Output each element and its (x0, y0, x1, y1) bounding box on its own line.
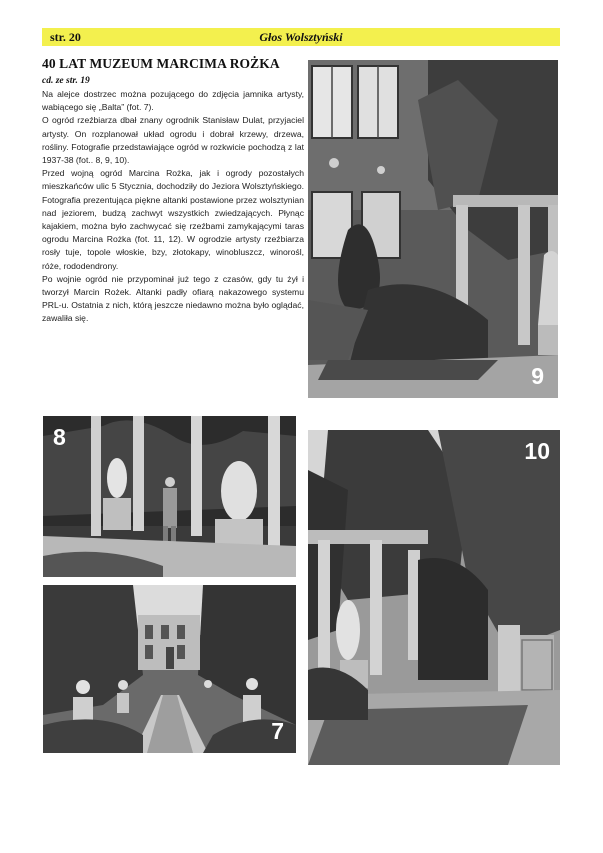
photo-7-number: 7 (271, 718, 284, 744)
page-number: str. 20 (50, 29, 81, 44)
paragraph-4: Po wojnie ogród nie przypominał już tego z czasów, gdy tu żył i tworzył Marcin Rożek. Altanki padły ofiarą nakazowego systemu PRL-u. Ostatnia z nich, którą jeszcze niedawno można było oglądać, zawaliła się. (42, 273, 304, 324)
paragraph-1: Na alejce dostrzec można pozującego do zdjęcia jamnika artysty, wabiącego się „Balta” (fot. 7). (42, 89, 304, 113)
photo-10 (308, 430, 560, 765)
photo-10-image (308, 430, 560, 765)
photo-7-image (43, 585, 296, 753)
article-title: 40 LAT MUZEUM MARCIMA ROŻKA (42, 56, 280, 71)
paragraph-2: O ogród rzeźbiarza dbał znany ogrodnik Stanisław Dulat, przyjaciel artysty. On rozplanował układ ogrodu i dobrał krzewy, drzewa, rośliny. Fotografie przedstawiające ogród w rozkwicie pochodzą z lat 1937-38 (fot.. 8, 9, 10). (42, 115, 304, 166)
photo-8 (43, 416, 296, 577)
photo-8-image (43, 416, 296, 577)
photo-9-number: 9 (531, 363, 544, 389)
page-header (42, 28, 560, 46)
photo-9 (308, 60, 558, 398)
article-body (42, 88, 304, 326)
photo-9-image (308, 60, 558, 398)
journal-title: Głos Wolsztyński (259, 29, 343, 44)
photo-10-number: 10 (524, 438, 550, 464)
paragraph-3: Przed wojną ogród Marcina Rożka, jak i ogrody pozostałych mieszkańców ulic 5 Stycznia, dochodziły do Jeziora Wolsztyńskiego. Fotografia prezentująca piękne altanki postawione przez wolsztynian nad jeziorem, budzą zachwyt wszystkich zwiedzających. Płynąc kajakiem, można było zachwycać się rzeźbami zamykającymi taras ogrodu Marcina Rożka (fot. 11, 12). W ogrodzie artysty rzeźbiarza rosły tuje, topole włoskie, bzy, złotokapy, winobluszcz, winorośl, róże, rododendrony. (42, 168, 304, 271)
photo-8-number: 8 (53, 424, 66, 450)
continuation-note: cd. ze str. 19 (42, 76, 90, 86)
article (42, 56, 304, 326)
photo-7 (43, 585, 296, 753)
